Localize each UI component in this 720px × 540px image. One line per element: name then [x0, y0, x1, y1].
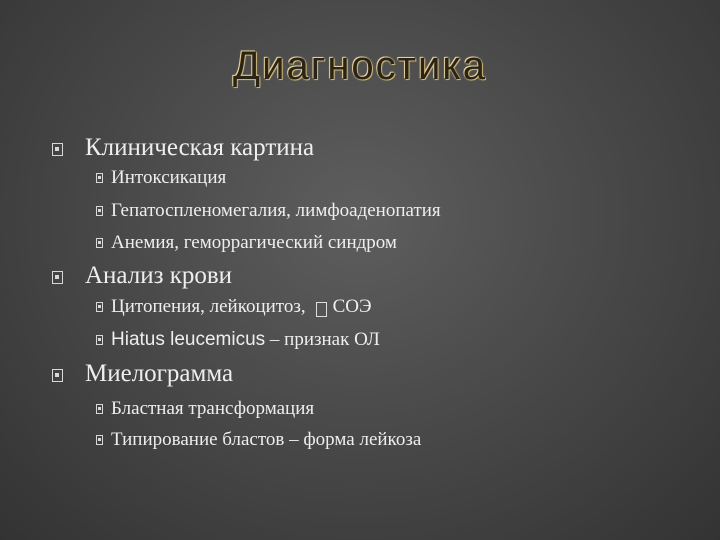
- list-item-text: Типирование бластов – форма лейкоза: [111, 429, 422, 450]
- square-bullet-icon: [96, 335, 103, 345]
- slide-title: Диагностика: [233, 44, 487, 88]
- square-bullet-icon: [52, 143, 63, 156]
- missing-glyph-icon: [316, 302, 327, 317]
- list-item-text: – признак ОЛ: [265, 329, 380, 350]
- list-item: [96, 167, 226, 189]
- list-item-latin: Hiatus leucemicus: [111, 329, 266, 350]
- list-item: [96, 200, 441, 222]
- section-blood-test: [52, 262, 232, 290]
- section-clinical: [52, 134, 314, 162]
- square-bullet-icon: [52, 271, 63, 284]
- list-item-text: Интоксикация: [111, 167, 227, 188]
- section-label: Миелограмма: [85, 360, 234, 387]
- square-bullet-icon: [96, 206, 103, 216]
- list-item: [96, 296, 372, 318]
- square-bullet-icon: [52, 369, 63, 382]
- list-item: [96, 232, 397, 254]
- list-item: [96, 329, 380, 351]
- list-item-text: Цитопения, лейкоцитоз,: [111, 296, 306, 317]
- section-label: Клиническая картина: [85, 134, 315, 161]
- list-item-text: Бластная трансформация: [111, 398, 315, 419]
- list-item: [96, 429, 421, 451]
- square-bullet-icon: [96, 404, 103, 414]
- list-item-text: Гепатоспленомегалия, лимфоаденопатия: [111, 200, 441, 221]
- square-bullet-icon: [96, 435, 103, 445]
- list-item: [96, 398, 314, 420]
- section-label: Анализ крови: [85, 262, 233, 289]
- square-bullet-icon: [96, 302, 103, 312]
- square-bullet-icon: [96, 238, 103, 248]
- section-myelogram: [52, 360, 233, 388]
- square-bullet-icon: [96, 173, 103, 183]
- list-item-text: Анемия, геморрагический синдром: [111, 232, 397, 253]
- list-item-text-suffix: СОЭ: [332, 296, 372, 317]
